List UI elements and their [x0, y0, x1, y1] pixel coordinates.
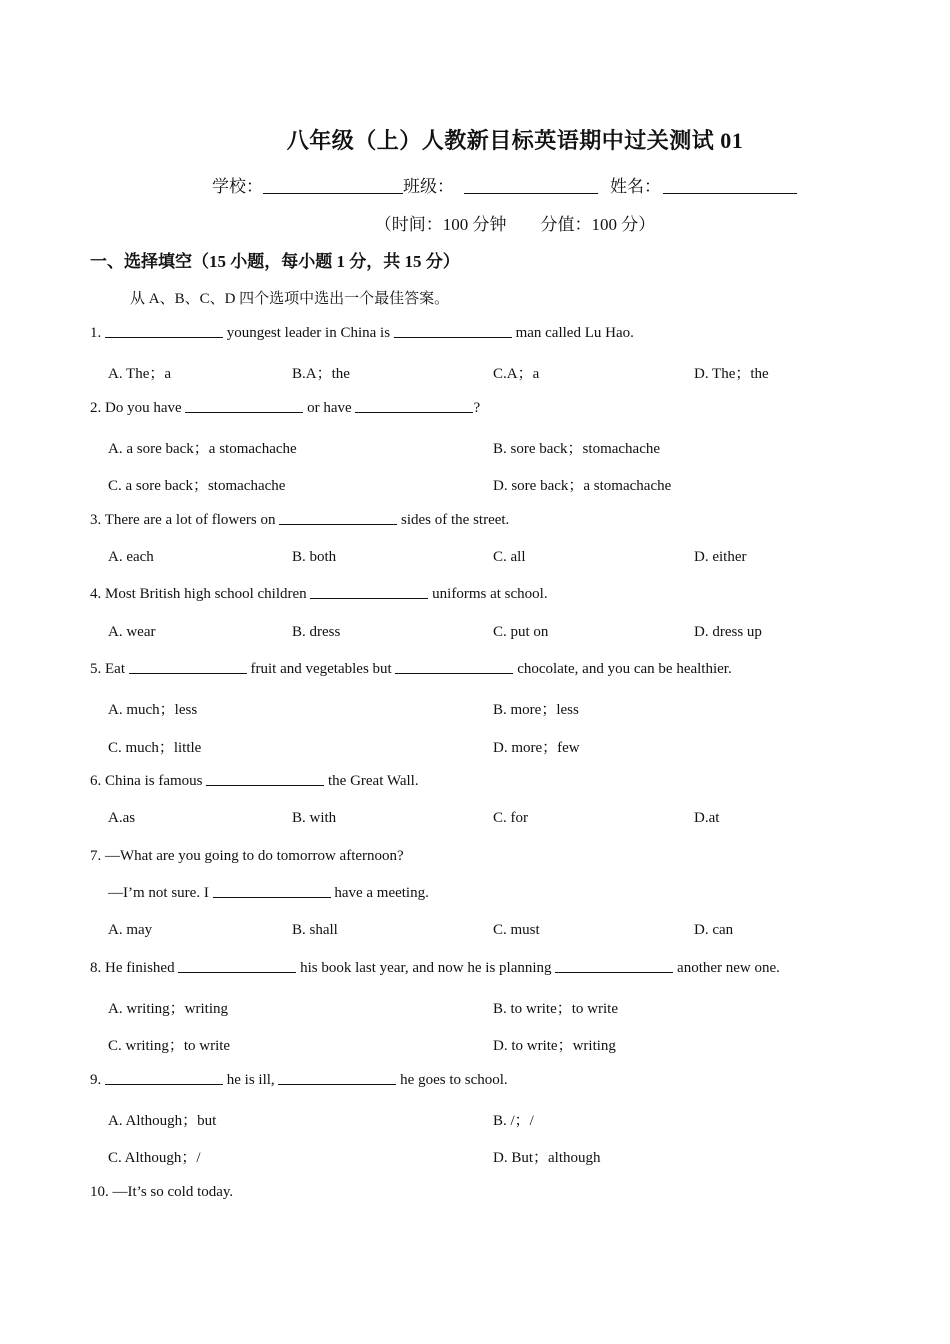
answer-blank — [129, 661, 247, 674]
q8-option-b: B. to write；to write — [493, 1001, 618, 1017]
name-blank — [663, 177, 797, 194]
q4-option-d: D. dress up — [694, 624, 762, 640]
question-2 — [90, 400, 480, 417]
q8-text-1: 8. He finished — [90, 960, 179, 976]
q5-text-2: fruit and vegetables but — [246, 661, 396, 677]
q5-option-a: A. much；less — [108, 702, 198, 718]
class-blank — [464, 177, 598, 194]
q1-text-2: youngest leader in China is — [223, 325, 394, 341]
q5-text-1: 5. Eat — [90, 661, 129, 677]
q7-option-c: C. must — [493, 922, 540, 938]
q1-text-1: 1. — [90, 325, 105, 341]
question-7 — [90, 848, 404, 865]
class-label: 班级： — [403, 177, 454, 196]
q2-option-d: D. sore back；a stomachache — [493, 478, 672, 494]
q3-text-1: 3. There are a lot of flowers on — [90, 512, 280, 528]
q2-option-b: B. sore back；stomachache — [493, 441, 661, 457]
q4-option-c: C. put on — [493, 624, 549, 640]
q7-text-1: 7. —What are you going to do tomorrow afternoon? — [90, 848, 404, 864]
exam-title-text: 八年级（上）人教新目标英语期中过关测试 01 — [286, 128, 744, 153]
time-info — [0, 210, 950, 235]
answer-blank — [395, 661, 513, 674]
q1-option-c: C.A；a — [493, 366, 540, 382]
q6-text-2: the Great Wall. — [324, 773, 419, 789]
exam-title — [0, 124, 950, 155]
q1-option-a: A. The；a — [108, 366, 172, 382]
q4-option-a: A. wear — [108, 624, 156, 640]
answer-blank — [185, 400, 303, 413]
q2-text-1: 2. Do you have — [90, 400, 186, 416]
q8-option-d: D. to write；writing — [493, 1038, 616, 1054]
q9-text-1: 9. — [90, 1072, 105, 1088]
question-9 — [90, 1072, 508, 1089]
q6-option-a: A.as — [108, 810, 136, 826]
answer-blank — [105, 1072, 223, 1085]
answer-blank — [394, 325, 512, 338]
student-info-row — [212, 172, 797, 197]
school-label: 学校： — [212, 177, 263, 196]
q2-text-3: ? — [473, 400, 481, 416]
q5-text-3: chocolate, and you can be healthier. — [513, 661, 732, 677]
q10-text-1: 10. —It’s so cold today. — [90, 1184, 234, 1200]
q9-option-d: D. But；although — [493, 1150, 601, 1166]
section-instruction: 从 A、B、C、D 四个选项中选出一个最佳答案。 — [130, 291, 450, 307]
q7-option-a: A. may — [108, 922, 153, 938]
answer-blank — [178, 960, 296, 973]
q7-option-b: B. shall — [292, 922, 338, 938]
q4-text-1: 4. Most British high school children — [90, 586, 311, 602]
question-7-reply — [108, 885, 429, 902]
q6-option-c: C. for — [493, 810, 528, 826]
q1-option-d: D. The；the — [694, 366, 769, 382]
q3-option-c: C. all — [493, 549, 526, 565]
question-1 — [90, 325, 634, 342]
time-info-text: （时间：100 分钟 分值：100 分） — [374, 215, 656, 234]
answer-blank — [355, 400, 473, 413]
answer-blank — [213, 885, 331, 898]
answer-blank — [278, 1072, 396, 1085]
q7-reply-2: have a meeting. — [330, 885, 429, 901]
question-8 — [90, 960, 780, 977]
q8-option-a: A. writing；writing — [108, 1001, 228, 1017]
q5-option-c: C. much；little — [108, 740, 202, 756]
question-10 — [90, 1184, 233, 1201]
q3-option-a: A. each — [108, 549, 154, 565]
question-3 — [90, 512, 509, 529]
section-heading: 一、选择填空（15 小题，每小题 1 分，共 15 分） — [90, 252, 460, 271]
question-5 — [90, 661, 732, 678]
q3-option-b: B. both — [292, 549, 337, 565]
question-6 — [90, 773, 419, 790]
answer-blank — [206, 773, 324, 786]
q9-text-2: he is ill, — [223, 1072, 279, 1088]
q8-option-c: C. writing；to write — [108, 1038, 231, 1054]
q1-option-b: B.A；the — [292, 366, 350, 382]
q9-option-c: C. Although；/ — [108, 1150, 201, 1166]
name-label: 姓名： — [610, 177, 661, 196]
q7-option-d: D. can — [694, 922, 734, 938]
q3-option-d: D. either — [694, 549, 747, 565]
q9-option-a: A. Although；but — [108, 1113, 217, 1129]
answer-blank — [310, 586, 428, 599]
q4-option-b: B. dress — [292, 624, 341, 640]
q6-option-b: B. with — [292, 810, 337, 826]
q6-text-1: 6. China is famous — [90, 773, 207, 789]
q3-text-2: sides of the street. — [397, 512, 510, 528]
q2-option-a: A. a sore back；a stomachache — [108, 441, 297, 457]
answer-blank — [279, 512, 397, 525]
answer-blank — [555, 960, 673, 973]
q2-option-c: C. a sore back；stomachache — [108, 478, 286, 494]
q5-option-b: B. more；less — [493, 702, 579, 718]
q1-text-3: man called Lu Hao. — [511, 325, 634, 341]
q5-option-d: D. more；few — [493, 740, 580, 756]
q2-text-2: or have — [303, 400, 356, 416]
q6-option-d: D.at — [694, 810, 720, 826]
q9-option-b: B. /；/ — [493, 1113, 534, 1129]
q9-text-3: he goes to school. — [396, 1072, 508, 1088]
q7-reply-1: —I’m not sure. I — [108, 885, 213, 901]
question-4 — [90, 586, 548, 603]
school-blank — [263, 177, 403, 194]
answer-blank — [105, 325, 223, 338]
q8-text-3: another new one. — [673, 960, 780, 976]
q8-text-2: his book last year, and now he is planning — [296, 960, 556, 976]
q4-text-2: uniforms at school. — [428, 586, 548, 602]
